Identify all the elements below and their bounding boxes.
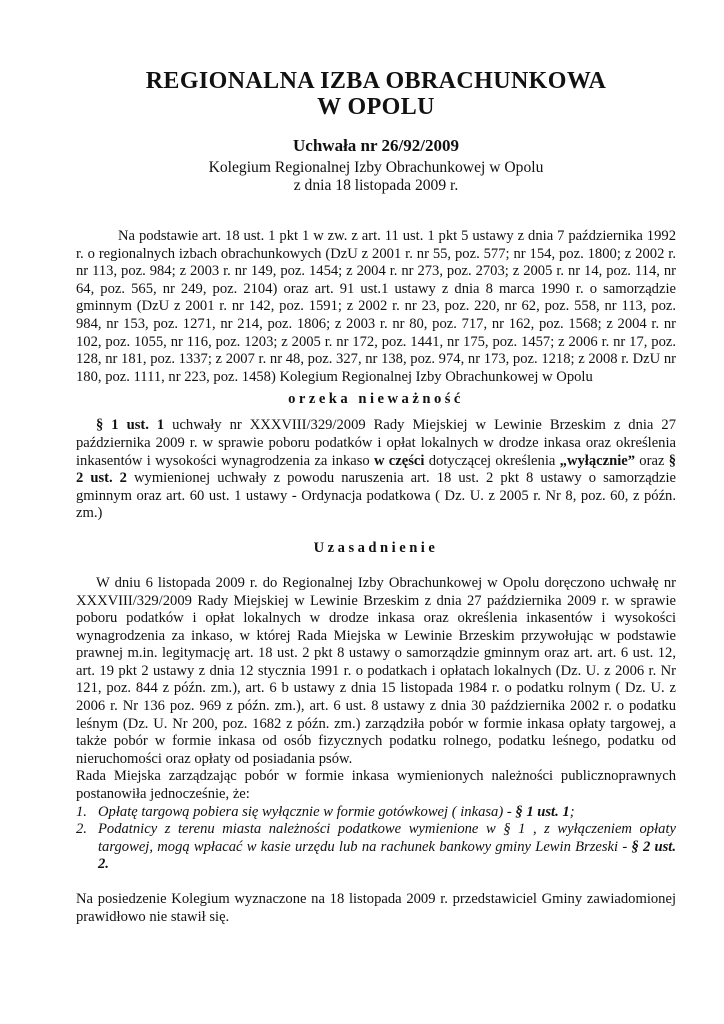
closing-paragraph: Na posiedzenie Kolegium wyznaczone na 18 listopada 2009 r. przedstawiciel Gminy zawiadomionej prawidłowo nie stawił się.	[76, 891, 676, 925]
list-item	[76, 821, 676, 874]
list-item-number: 1.	[76, 803, 87, 820]
decision-list	[76, 804, 676, 874]
decision-paragraph	[76, 417, 676, 523]
decision-text-3: oraz	[635, 452, 669, 469]
decision-emphasis-1: w części	[373, 452, 425, 469]
list-item-tail: ;	[569, 803, 575, 820]
title-line-1: REGIONALNA IZBA OBRACHUNKOWA	[145, 68, 607, 94]
issue-date: z dnia 18 listopada 2009 r.	[293, 177, 459, 194]
list-item-ref: § 1 ust. 1	[515, 803, 570, 820]
decision-text-1: uchwały nr XXXVIII/329/2009 Rady Miejskiej w Lewinie Brzeskim z dnia 27 października 2009 r. w sprawie poboru podatków i opłat lokalnych w drodze inkasa oraz określenia inkasentów i wysokości wynagrodzenia za inkaso	[76, 417, 676, 469]
legal-basis-paragraph: Na podstawie art. 18 ust. 1 pkt 1 w zw. z art. 11 ust. 1 pkt 5 ustawy z dnia 7 października 1992 r. o regionalnych izbach obrachunkowych (DzU z 2001 r. nr 55, poz. 577; nr 154, poz. 1800; z 2002 r. nr 113, poz. 984; z 2003 r. nr 149, poz. 1454; z 2004 r. nr 273, poz. 2703; z 2005 r. nr 14, poz. 114, nr 64, poz. 565, nr 249, poz. 2104) oraz art. 91 ust.1 ustawy z dnia 8 marca 1990 r. o samorządzie gminnym (DzU z 2001 r. nr 142, poz. 1591; z 2002 r. nr 23, poz. 220, nr 62, poz. 558, nr 113, poz. 984, nr 153, poz. 1271, nr 214, poz. 1806; z 2003 r. nr 80, poz. 717, nr 162, poz. 1568; z 2004 r. nr 102, poz. 1055, nr 116, poz. 1203; z 2005 r. nr 172, poz. 1441, nr 175, poz. 1457; z 2006 r. nr 17, poz. 128, nr 181, poz. 1337; z 2007 r. nr 48, poz. 327, nr 138, poz. 974, nr 173, poz. 1218; z 2008 r. DzU nr 180, poz. 1111, nr 223, poz. 1458) Kolegium Regionalnej Izby Obrachunkowej w Opolu	[76, 228, 676, 385]
list-item-text: Podatnicy z terenu miasta należności podatkowe wymienione w § 1 , z wyłączeniem opłaty targowej, mogą wpłacać w kasie urzędu lub na rachunek bankowy gminy Lewin Brzeski -	[98, 821, 676, 855]
list-item-text: Opłatę targową pobiera się wyłącznie w formie gotówkowej ( inkasa) -	[98, 803, 516, 820]
list-item-ref: § 2 ust. 2.	[98, 838, 677, 873]
issuer-block	[76, 159, 676, 195]
issuer-name: Kolegium Regionalnej Izby Obrachunkowej w Opolu	[208, 159, 544, 176]
decision-text-4: wymienionej uchwały z powodu naruszenia art. 18 ust. 2 pkt 8 ustawy o samorządzie gminnym oraz art. 60 ust. 1 ustawy - Ordynacja podatkowa ( Dz. U. z 2005 r. Nr 8, poz. 60, z późn. zm.)	[76, 470, 676, 522]
decision-emphasis-2: „wyłącznie”	[559, 452, 636, 469]
decision-heading: orzeka nieważność	[288, 391, 464, 408]
title-line-2: W OPOLU	[317, 94, 435, 120]
decision-text-2: dotyczącej określenia	[424, 452, 560, 469]
list-item-number: 2.	[76, 821, 87, 838]
justification-paragraph-2: Rada Miejska zarządzając pobór w formie inkasa wymienionych należności publicznoprawnych postanowiła jednocześnie, że:	[76, 768, 676, 803]
decision-ref-1: § 1 ust. 1	[96, 417, 165, 434]
list-item	[76, 804, 676, 822]
document-title	[76, 68, 676, 120]
justification-heading: Uzasadnienie	[313, 539, 439, 556]
justification-paragraph-1: W dniu 6 listopada 2009 r. do Regionalnej Izby Obrachunkowej w Opolu doręczono uchwałę nr XXXVIII/329/2009 Rady Miejskiej w Lewinie Brzeskim z dnia 27 października 2009 r. w sprawie poboru podatków i opłat lokalnych w drodze inkasa oraz określenia inkasentów i wysokości wynagrodzenia za inkaso, w której Rada Miejska w Lewinie Brzeskim przywołując w podstawie prawnej m.in. legitymację art. 18 ust. 2 pkt 8 ustawy o samorządzie gminnym oraz art. art. 6 ust. 12, art. 19 pkt 2 ustawy z dnia 12 stycznia 1991 r. o podatkach i opłatach lokalnych (Dz. U. z 2006 r. Nr 121, poz. 844 z późn. zm.), art. 6 b ustawy z dnia 15 listopada 1984 r. o podatku rolnym ( Dz. U. z 2006 r. Nr 136 poz. 969 z późn. zm.), art. 6 ust. 8 ustawy z dnia 30 października 2002 r. o podatku leśnym (Dz. U. Nr 200, poz. 1682 z późn. zm.) zarządziła pobór w formie inkasa opłaty targowej, a także pobór w formie inkasa od osób fizycznych podatku rolnego, podatku leśnego, podatku od nieruchomości oraz opłaty od posiadania psów.	[76, 574, 676, 767]
decision-ref-2: § 2 ust. 2	[76, 452, 676, 487]
resolution-number: Uchwała nr 26/92/2009	[293, 136, 459, 155]
